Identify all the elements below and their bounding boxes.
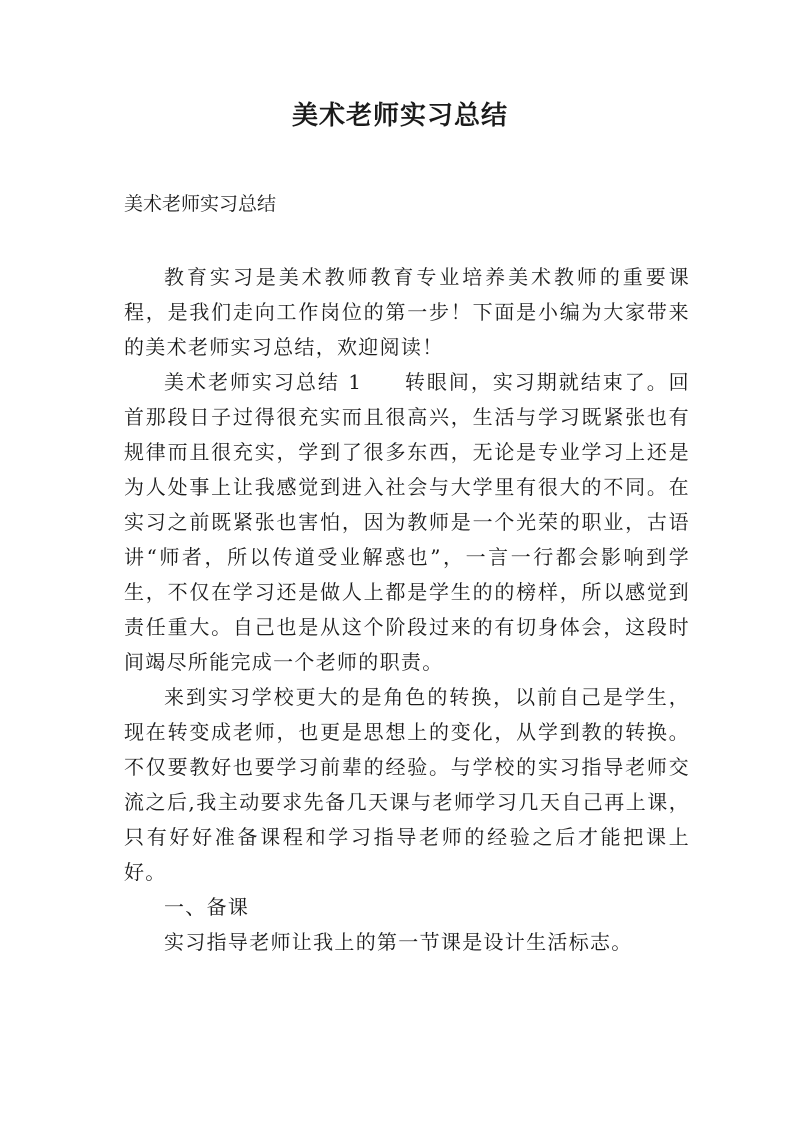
summary-1-paragraph xyxy=(124,365,690,680)
section-label: 美术老师实习总结 1 xyxy=(164,370,363,394)
document-title: 美术老师实习总结 xyxy=(291,101,508,131)
intro-paragraph: 教育实习是美术教师教育专业培养美术教师的重要课程，是我们走向工作岗位的第一步！下面是小编为大家带来的美术老师实习总结，欢迎阅读！ xyxy=(124,265,690,359)
summary-1-text: 转眼间，实习期就结束了。回首那段日子过得很充实而且很高兴，生活与学习既紧张也有规律而且很充实，学到了很多东西，无论是专业学习上还是为人处事上让我感觉到进入社会与大学里有很大的不同。在实习之前既紧张也害怕，因为教师是一个光荣的职业，古语讲“师者，所以传道受业解惑也”，一言一行都会影响到学生，不仅在学习还是做人上都是学生的的榜样，所以感觉到责任重大。自己也是从这个阶段过来的有切身体会，这段时间竭尽所能完成一个老师的职责。 xyxy=(124,370,690,674)
document-subtitle: 美术老师实习总结 xyxy=(124,193,277,215)
first-lesson-paragraph: 实习指导老师让我上的第一节课是设计生活标志。 xyxy=(164,930,633,954)
role-change-paragraph: 来到实习学校更大的是角色的转换，以前自己是学生，现在转变成老师，也更是思想上的变化，从学到教的转换。不仅要教好也要学习前辈的经验。与学校的实习指导老师交流之后,我主动要求先备几天课与老师学习几天自己再上课，只有好好准备课程和学习指导老师的经验之后才能把课上好。 xyxy=(124,685,690,884)
section-heading-lesson-prep: 一、备课 xyxy=(164,895,250,919)
document-body xyxy=(124,260,690,960)
